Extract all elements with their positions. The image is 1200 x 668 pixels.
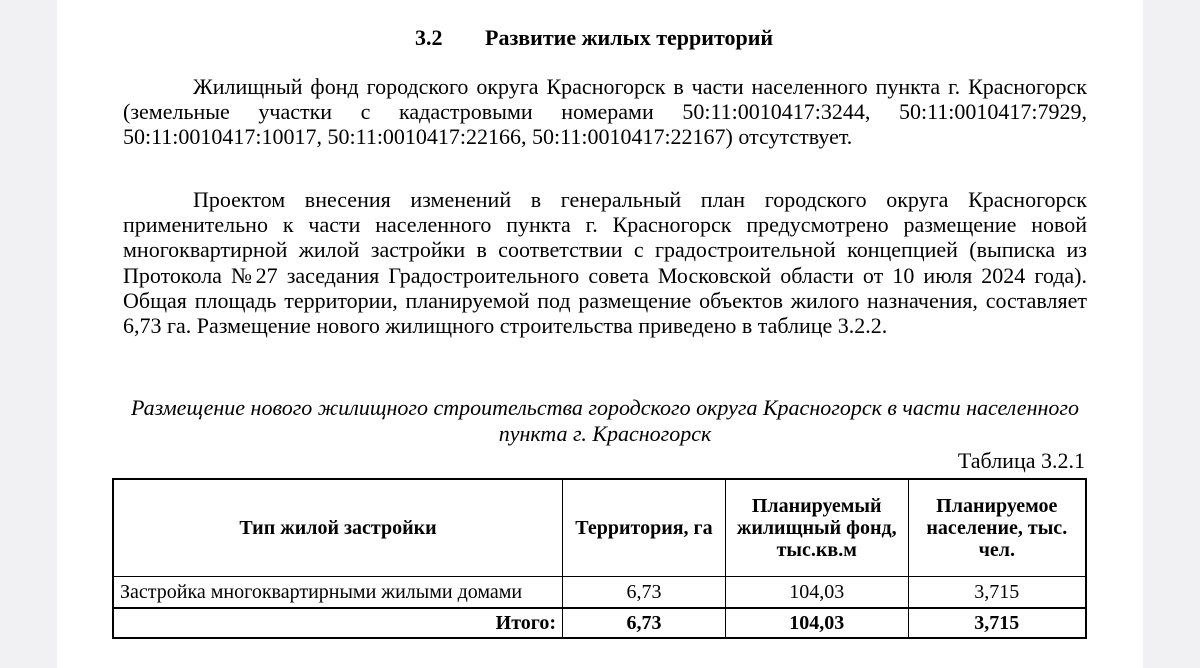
cell-territory: 6,73: [563, 577, 726, 609]
cell-population: 3,715: [908, 577, 1086, 609]
total-label: Итого:: [113, 608, 563, 638]
header-development-type: Тип жилой застройки: [113, 479, 563, 577]
header-population: Планируемое население, тыс. чел.: [908, 479, 1086, 577]
total-territory: 6,73: [563, 608, 726, 638]
header-territory: Территория, га: [563, 479, 726, 577]
table-total-row: [113, 608, 1086, 638]
table-label: Таблица 3.2.1: [957, 448, 1085, 473]
total-population: 3,715: [908, 608, 1086, 638]
table-header-row: [113, 479, 1086, 577]
paragraph-housing-stock: Жилищный фонд городского округа Красногорск в части населенного пункта г. Красногорск (земельные участки с кадастровыми номерами 50:11:0010417:3244, 50:11:0010417:7929, 50:11:0010417:10017, 50:11:0010417:22166, 50:11:0010417:22167) отсутствует.: [123, 74, 1087, 150]
housing-table: [112, 478, 1087, 639]
table-row: [113, 577, 1086, 609]
section-title: Развитие жилых территорий: [485, 25, 774, 50]
total-housing-stock: 104,03: [725, 608, 908, 638]
cell-development-type: Застройка многоквартирными жилыми домами: [113, 577, 563, 609]
paragraph-planned-development: Проектом внесения изменений в генеральный план городского округа Красногорск применительно к части населенного пункта г. Красногорск предусмотрено размещение новой многоквартирной жилой застройки в соответствии с градостроительной концепцией (выписка из Протокола №27 заседания Градостроительного совета Московской области от 10 июля 2024 года). Общая площадь территории, планируемой под размещение объектов жилого назначения, составляет 6,73 га. Размещение нового жилищного строительства приведено в таблице 3.2.2.: [123, 187, 1087, 339]
header-housing-stock: Планируемый жилищный фонд, тыс.кв.м: [725, 479, 908, 577]
section-number: 3.2: [415, 25, 443, 50]
document-page: [57, 0, 1143, 668]
cell-housing-stock: 104,03: [725, 577, 908, 609]
table-caption: Размещение нового жилищного строительства городского округа Красногорск в части населенного пункта г. Красногорск: [131, 395, 1079, 446]
